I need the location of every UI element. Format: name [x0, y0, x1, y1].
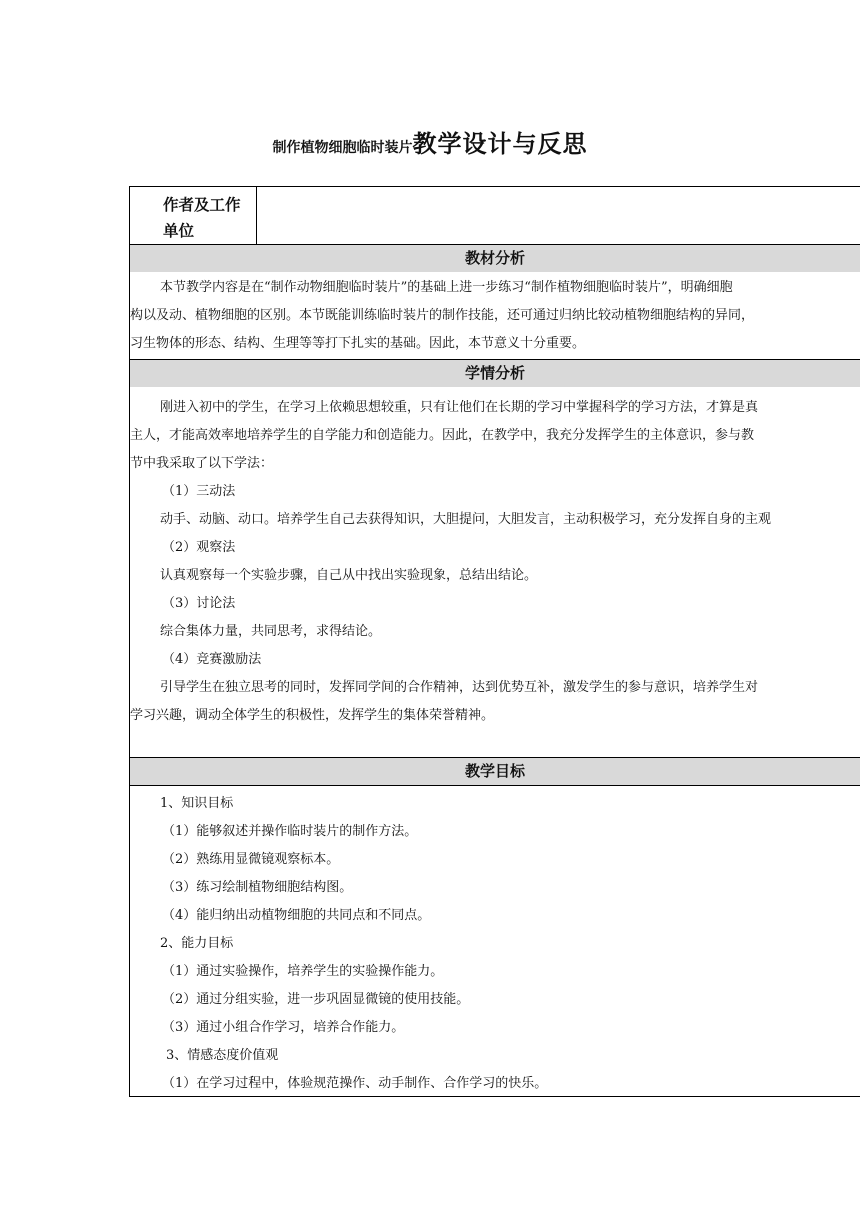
- text-line: 主人，才能高效率地培养学生的自学能力和创造能力。因此，在教学中，我充分发挥学生的主体意识，参与教: [130, 428, 755, 443]
- author-label-cell: [129, 186, 257, 244]
- text-line: 引导学生在独立思考的同时，发挥同学间的合作精神，达到优势互补，激发学生的参与意识，培养学生对: [160, 680, 759, 695]
- text-line: 学习兴趣，调动全体学生的积极性，发挥学生的集体荣誉精神。: [130, 708, 495, 723]
- author-label: 作者及工作单位: [163, 196, 241, 240]
- table-border-bottom: [129, 1096, 860, 1097]
- text-line: 动手、动脑、动口。培养学生自己去获得知识，大胆提问，大胆发言，主动积极学习，充分发挥自身的主观: [160, 512, 772, 527]
- section-body-materials: [130, 274, 860, 358]
- text-line: （1）通过实验操作，培养学生的实验操作能力。: [162, 964, 444, 979]
- page-title: [0, 124, 860, 159]
- text-line: 1、知识目标: [160, 796, 234, 811]
- text-line: （1）三动法: [162, 484, 236, 499]
- section-body-goals: [130, 790, 860, 1096]
- text-line: （2）观察法: [162, 540, 236, 555]
- text-line: 认真观察每一个实验步骤，自己从中找出实验现象，总结出结论。: [160, 568, 538, 583]
- text-line: （4）能归纳出动植物细胞的共同点和不同点。: [162, 908, 431, 923]
- row-divider: [129, 785, 860, 786]
- text-line: 3、情感态度价值观: [166, 1048, 279, 1063]
- text-line: （1）能够叙述并操作临时装片的制作方法。: [162, 824, 418, 839]
- text-line: （3）练习绘制植物细胞结构图。: [162, 880, 353, 895]
- text-line: （1）在学习过程中，体验规范操作、动手制作、合作学习的快乐。: [162, 1076, 548, 1091]
- text-line: （2）通过分组实验，进一步巩固显微镜的使用技能。: [162, 992, 470, 1007]
- section-heading-materials: 教材分析: [130, 245, 860, 272]
- section-heading-goals: 教学目标: [130, 758, 860, 785]
- section-body-students: [130, 394, 860, 744]
- text-line: 刚进入初中的学生，在学习上依赖思想较重，只有让他们在长期的学习中掌握科学的学习方法，才算是真: [160, 400, 759, 415]
- text-line: （3）通过小组合作学习，培养合作能力。: [162, 1020, 405, 1035]
- text-line: （2）熟练用显微镜观察标本。: [162, 852, 340, 867]
- text-line: 节中我采取了以下学法：: [130, 456, 274, 471]
- text-line: 2、能力目标: [160, 936, 234, 951]
- title-main: 教学设计与反思: [412, 130, 588, 158]
- text-line: （3）讨论法: [162, 596, 236, 611]
- text-line: 综合集体力量，共同思考，求得结论。: [160, 624, 382, 639]
- section-heading-students: 学情分析: [130, 360, 860, 387]
- text-line: （4）竞赛激励法: [162, 652, 262, 667]
- title-subject: 制作植物细胞临时装片: [272, 140, 413, 156]
- text-line: 本节教学内容是在“制作动物细胞临时装片”的基础上进一步练习“制作植物细胞临时装片”，明确细胞: [160, 280, 733, 295]
- author-value-cell: [257, 186, 860, 244]
- text-line: 构以及动、植物细胞的区别。本节既能训练临时装片的制作技能，还可通过归纳比较动植物细胞结构的异同，: [130, 308, 755, 323]
- text-line: 习生物体的形态、结构、生理等等打下扎实的基础。因此，本节意义十分重要。: [130, 336, 586, 351]
